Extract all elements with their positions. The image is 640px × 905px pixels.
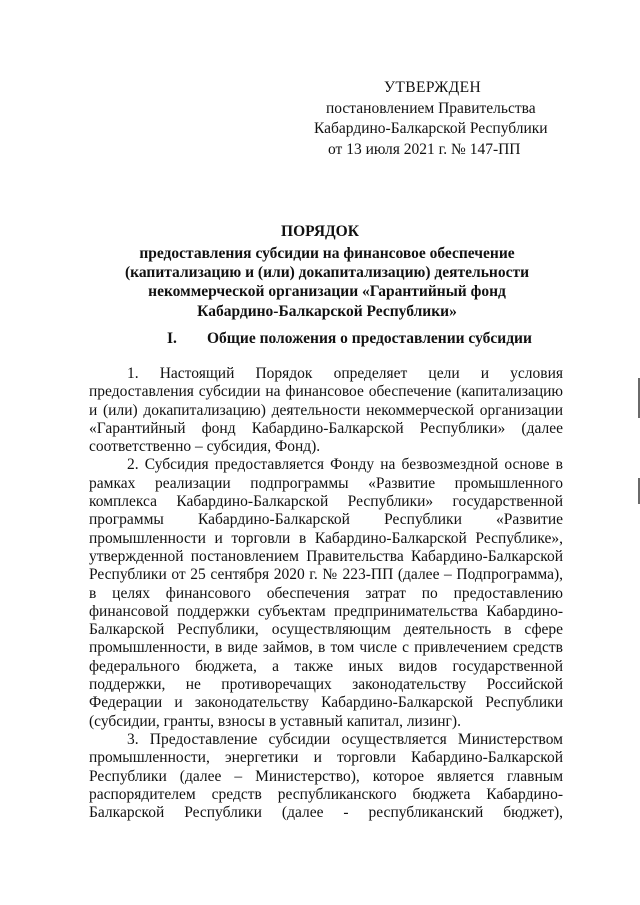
subtitle-line: предоставления субсидии на финансовое обеспечение [139, 245, 515, 262]
paragraph: 3. Предоставление субсидии осуществляется Министерством промышленности, энергетики и торговли Кабардино-Балкарской Республики (далее – Министерство), которое является главным распорядителем средств республиканского бюджета Кабардино-Балкарской Республики (далее - республиканский бюджет), [89, 730, 563, 822]
document-body [89, 365, 563, 822]
approval-stamp [300, 78, 600, 160]
approval-line: постановлением Правительства [326, 99, 536, 117]
section-title: Общие положения о предоставлении субсидии [207, 330, 532, 347]
subtitle-line: некоммерческой организации «Гарантийный фонд [148, 283, 506, 301]
paragraph: 2. Субсидия предоставляется Фонду на безвозмездной основе в рамках реализации подпрограммы «Развитие промышленного комплекса Кабардино-Балкарской Республики» государственной программы Кабардино-Балкарской Республики «Развитие промышленности и торговли в Кабардино-Балкарской Республике», утвержденной постановлением Правительства Кабардино-Балкарской Республики от 25 сентября 2020 г. № 223-ПП (далее – Подпрограмма), в целях финансового обеспечения затрат по предоставлению финансовой поддержки субъектам предпринимательства Кабардино-Балкарской Республики, осуществляющим деятельность в сфере промышленности, в виде займов, в том числе с привлечением средств федерального бюджета, а также иных видов государственной поддержки, не противоречащих законодательству Российской Федерации и законодательству Кабардино-Балкарской Республики (субсидии, гранты, взносы в уставный капитал, лизинг). [89, 456, 563, 730]
section-heading [167, 329, 587, 349]
approval-line: Кабардино-Балкарской Республики [314, 120, 548, 137]
section-number: I. [167, 330, 177, 347]
document-title: ПОРЯДОК [281, 223, 359, 240]
subtitle-line: (капитализацию и (или) докапитализацию) деятельности [124, 264, 530, 282]
subtitle-line: Кабардино-Балкарской Республики» [197, 302, 457, 320]
document-subtitle [92, 244, 562, 321]
approval-date: от 13 июля 2021 г. № 147-ПП [328, 140, 521, 158]
paragraph: 1. Настоящий Порядок определяет цели и условия предоставления субсидии на финансовое обеспечение (капитализацию и (или) докапитализацию) деятельности некоммерческой организации «Гарантийный фонд Кабардино-Балкарской Республики» (далее соответственно – субсидия, Фонд). [89, 365, 563, 456]
approval-heading: УТВЕРЖДЕН [384, 79, 482, 96]
